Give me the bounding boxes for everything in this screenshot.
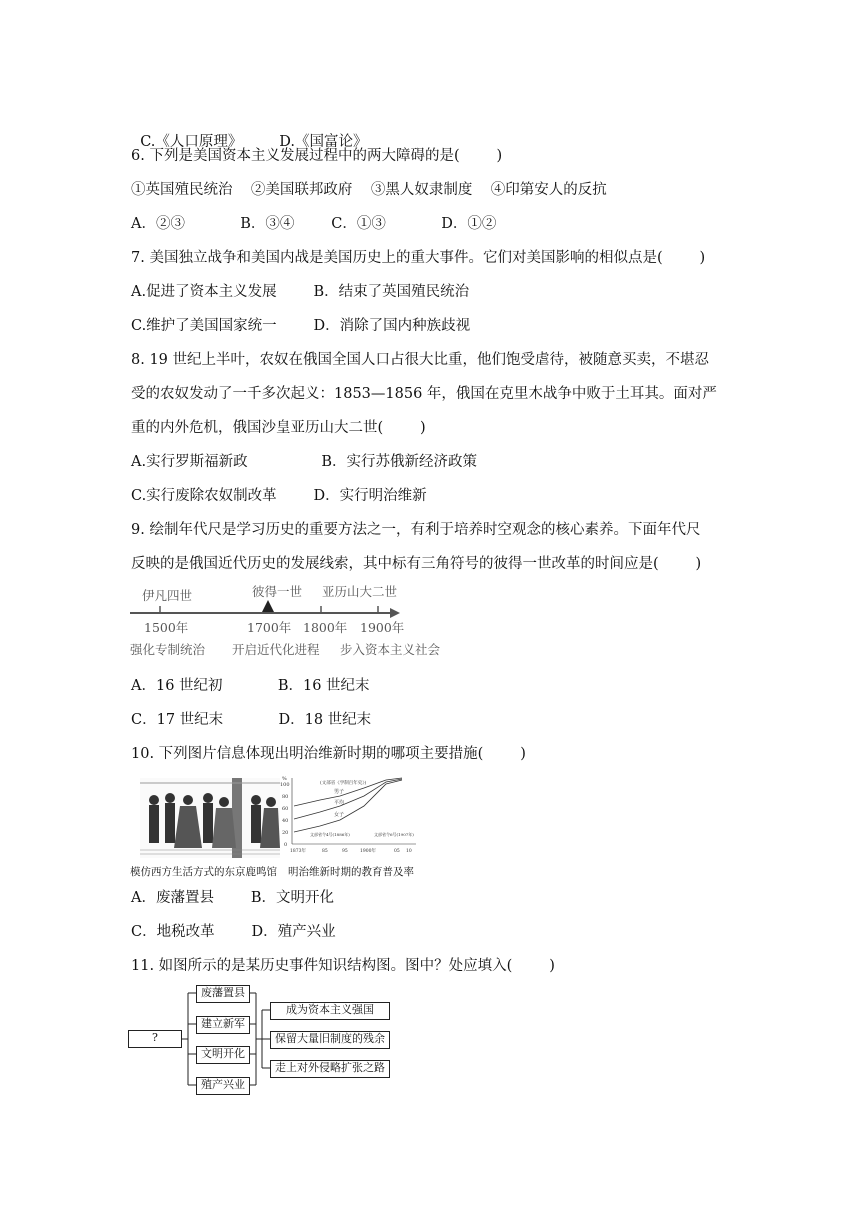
chart-note-1886: 文部省令4号(1886年) (310, 832, 350, 837)
q5-option-c: C.《人口原理》 (140, 134, 243, 150)
q8-stem-line1: 8. 19 世纪上半叶，农奴在俄国全国人口占很大比重，他们饱受虐待，被随意买卖，不堪忍 (131, 352, 709, 368)
chart-xtick-10: 10 (406, 849, 412, 854)
series-male-label: 男子 (334, 789, 345, 795)
chart-xtick-95: 95 (342, 849, 348, 854)
timeline-year-1700: 1700年 (247, 620, 292, 635)
q10-stem: 10. 下列图片信息体现出明治维新时期的哪项主要措施( ) (131, 746, 526, 762)
q9-stem-line1: 9. 绘制年代尺是学习历史的重要方法之一，有利于培养时空观念的核心素养。下面年代尺 (131, 522, 701, 538)
q8-stem-line2: 受的农奴发动了一千多次起义：1853—1856 年，俄国在克里木战争中败于土耳其。面对严 (131, 386, 717, 402)
measure-box-3: 文明开化 (196, 1046, 250, 1064)
q10-options-row1: A．废藩置县 B．文明开化 (131, 890, 334, 906)
rokumeikan-caption: 模仿西方生活方式的东京鹿鸣馆 (130, 866, 277, 878)
q6-options: A．②③ B．③④ C．①③ D．①② (131, 216, 497, 232)
chart-ytick-60: 60 (282, 806, 289, 812)
series-female-line (294, 780, 402, 832)
result-box-2: 保留大量旧制度的残余 (270, 1031, 390, 1049)
chart-xtick-1873: 1873年 (290, 849, 306, 854)
q7-options-row2: C.维护了美国国家统一 D．消除了国内种族歧视 (131, 318, 471, 334)
chart-note-1907: 文部省令6号(1907年) (374, 832, 414, 837)
chart-note-source: (文部省《学制百年史》) (320, 781, 367, 786)
rokumeikan-engraving-image (140, 778, 280, 858)
chart-ytick-80: 80 (282, 794, 289, 800)
q7-options-row1: A.促进了资本主义发展 B．结束了英国殖民统治 (131, 284, 470, 300)
timeline-bottom-label-1: 强化专制统治 (130, 642, 206, 657)
q11-stem: 11. 如图所示的是某历史事件知识结构图。图中？处应填入( ) (131, 958, 555, 974)
q8-options-row2: C.实行废除农奴制改革 D．实行明治维新 (131, 488, 427, 504)
q7-stem: 7. 美国独立战争和美国内战是美国历史上的重大事件。它们对美国影响的相似点是( ) (131, 250, 706, 266)
chart-ytick-40: 40 (282, 818, 289, 824)
timeline-top-label-alexander: 亚历山大二世 (322, 584, 398, 599)
measure-box-1: 废藩置县 (196, 985, 250, 1003)
q9-options-row1: A．16 世纪初 B．16 世纪末 (131, 678, 370, 694)
timeline-year-1800: 1800年 (303, 620, 348, 635)
education-rate-chart (280, 774, 420, 860)
timeline-top-label-peter: 彼得一世 (252, 584, 303, 599)
q10-figures (130, 778, 420, 878)
timeline-triangle-marker (262, 600, 274, 612)
chart-xtick-85: 85 (322, 849, 328, 854)
chart-ylabel: % (282, 776, 287, 782)
chart-ytick-0: 0 (284, 842, 288, 848)
q5-option-d: D.《国富论》 (279, 134, 368, 150)
series-female-label: 女子 (334, 812, 345, 818)
timeline-bottom-label-3: 步入资本主义社会 (340, 642, 441, 657)
chart-ytick-100: 100 (280, 782, 290, 788)
result-box-1: 成为资本主义强国 (270, 1002, 390, 1020)
result-box-3: 走上对外侵略扩张之路 (270, 1060, 390, 1078)
timeline-figure (128, 578, 458, 658)
chart-xtick-1900: 1900年 (360, 849, 376, 854)
timeline-year-1900: 1900年 (360, 620, 405, 635)
q6-items: ①英国殖民统治 ②美国联邦政府 ③黑人奴隶制度 ④印第安人的反抗 (131, 182, 607, 198)
education-chart-caption: 明治维新时期的教育普及率 (288, 866, 414, 878)
series-average-label: 平均 (334, 800, 345, 806)
measure-box-2: 建立新军 (196, 1016, 250, 1034)
chart-ytick-20: 20 (282, 830, 289, 836)
center-unknown-box: ? (128, 1030, 182, 1048)
q8-options-row1: A.实行罗斯福新政 B．实行苏俄新经济政策 (131, 454, 477, 470)
q9-options-row2: C．17 世纪末 D．18 世纪末 (131, 712, 372, 728)
q6-stem: 6. 下列是美国资本主义发展过程中的两大障碍的是( ) (131, 148, 503, 164)
measure-box-4: 殖产兴业 (196, 1077, 250, 1095)
chart-xtick-05: 05 (394, 849, 400, 854)
knowledge-structure-diagram (128, 982, 398, 1094)
q10-options-row2: C．地税改革 D．殖产兴业 (131, 924, 336, 940)
q9-stem-line2: 反映的是俄国近代历史的发展线索，其中标有三角符号的彼得一世改革的时间应是( ) (131, 556, 702, 572)
timeline-top-label-ivan: 伊凡四世 (142, 588, 193, 603)
q8-stem-line3: 重的内外危机，俄国沙皇亚历山大二世( ) (131, 420, 426, 436)
timeline-bottom-label-2: 开启近代化进程 (232, 642, 320, 657)
timeline-year-1500: 1500年 (144, 620, 189, 635)
